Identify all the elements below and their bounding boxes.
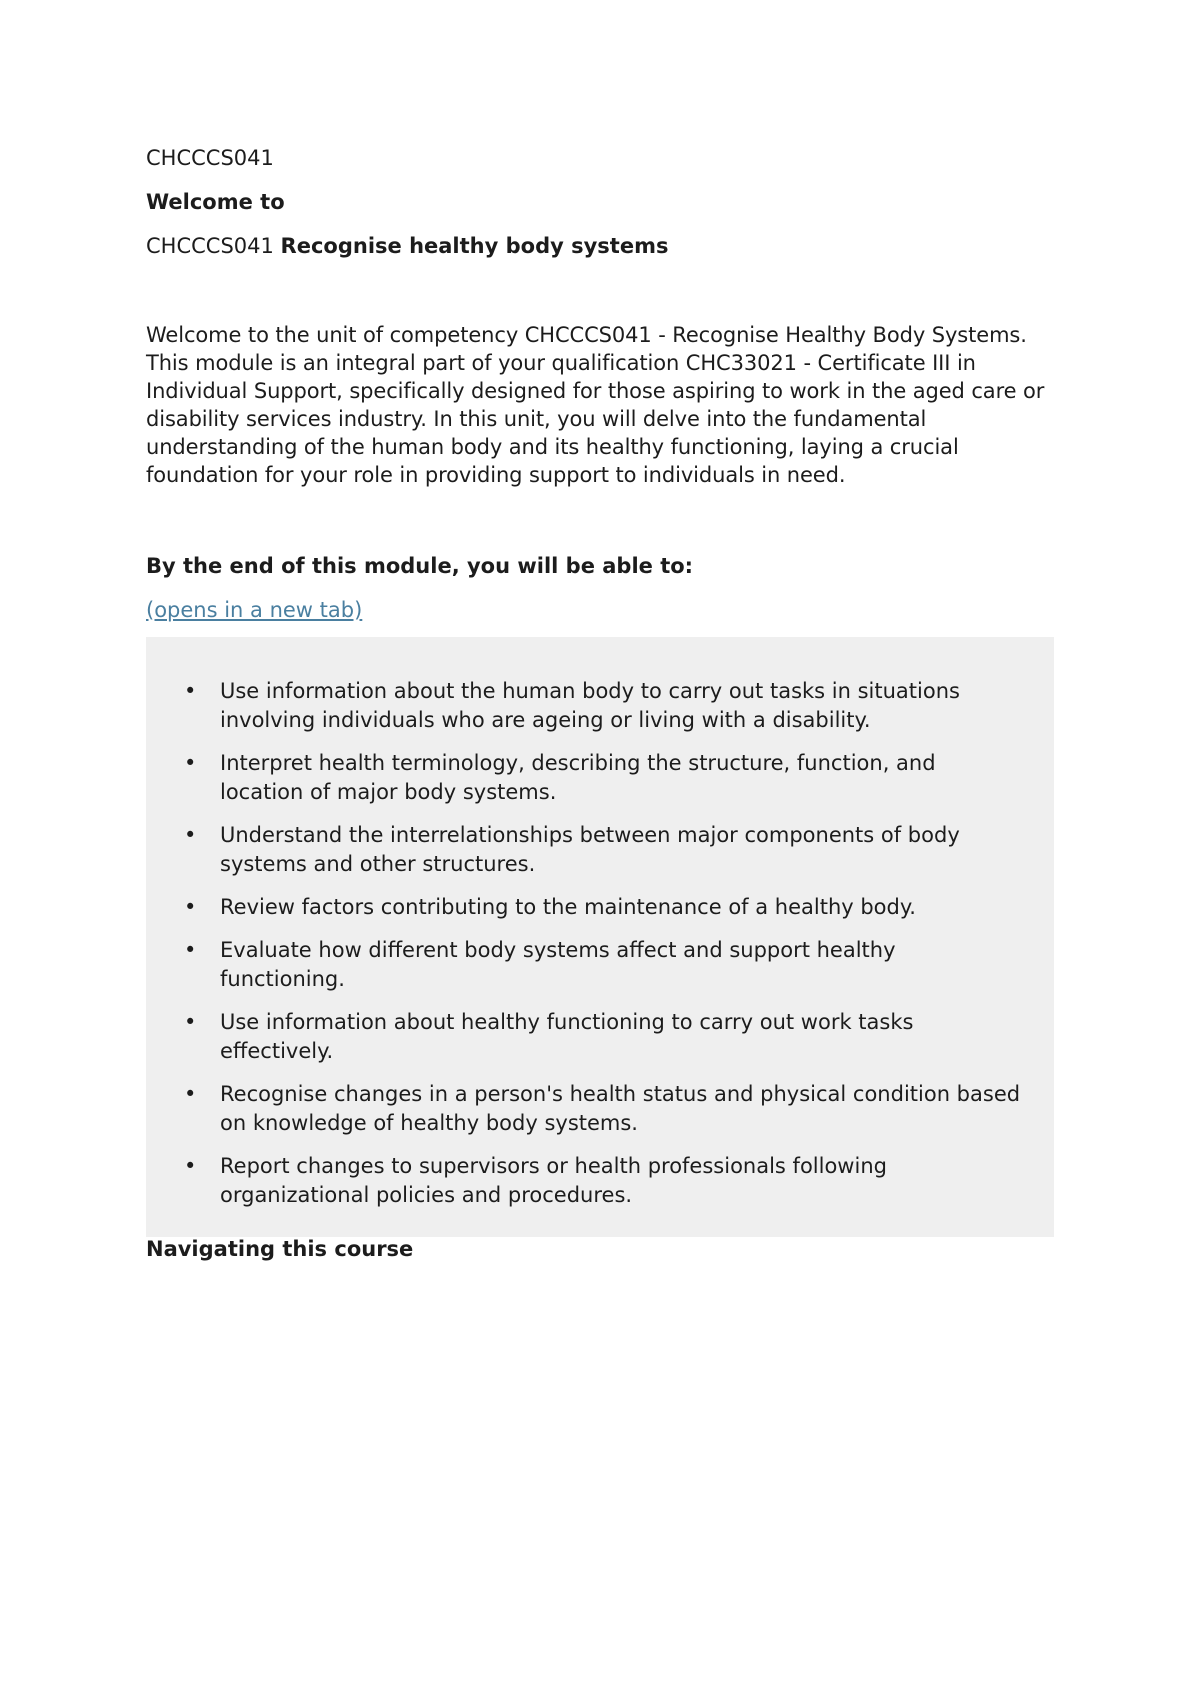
outcome-item xyxy=(146,893,1024,922)
outcomes-heading: By the end of this module, you will be able to: xyxy=(146,554,694,578)
outcomes-list xyxy=(146,677,1024,1210)
unit-title-text: Recognise healthy body systems xyxy=(280,234,669,258)
bullet-icon: • xyxy=(184,1082,197,1106)
welcome-label: Welcome to xyxy=(146,190,285,214)
bullet-icon: • xyxy=(184,751,197,775)
outcome-item xyxy=(146,936,1024,994)
outcome-text: Review factors contributing to the maintenance of a healthy body. xyxy=(220,895,916,919)
outcome-text: Use information about the human body to carry out tasks in situations involving individuals who are ageing or living with a disability. xyxy=(220,679,960,732)
outcome-text: Use information about healthy functioning to carry out work tasks effectively. xyxy=(220,1010,914,1063)
bullet-icon: • xyxy=(184,1154,197,1178)
unit-title xyxy=(146,231,1054,261)
outcome-text: Recognise changes in a person's health status and physical condition based on knowledge of healthy body systems. xyxy=(220,1082,1021,1135)
outcome-text: Understand the interrelationships between major components of body systems and other structures. xyxy=(220,823,960,876)
bullet-icon: • xyxy=(184,1010,197,1034)
outcome-item xyxy=(146,1080,1024,1138)
outcome-text: Interpret health terminology, describing the structure, function, and location of major body systems. xyxy=(220,751,936,804)
navigating-course-heading: Navigating this course xyxy=(146,1237,414,1261)
document-page xyxy=(146,143,1054,1267)
unit-code: CHCCCS041 xyxy=(146,146,274,170)
bullet-icon: • xyxy=(184,895,197,919)
outcome-text: Evaluate how different body systems affect and support healthy functioning. xyxy=(220,938,896,991)
bullet-icon: • xyxy=(184,938,197,962)
outcomes-box xyxy=(146,637,1054,1237)
opens-new-tab-link[interactable]: (opens in a new tab) xyxy=(146,598,363,622)
outcome-text: Report changes to supervisors or health professionals following organizational policies and procedures. xyxy=(220,1154,887,1207)
bullet-icon: • xyxy=(184,823,197,847)
outcome-item xyxy=(146,749,1024,807)
outcome-item xyxy=(146,677,1024,735)
outcome-item xyxy=(146,1152,1024,1210)
outcome-item xyxy=(146,821,1024,879)
unit-title-code: CHCCCS041 xyxy=(146,234,274,258)
outcome-item xyxy=(146,1008,1024,1066)
intro-paragraph: Welcome to the unit of competency CHCCCS041 - Recognise Healthy Body Systems. This module is an integral part of your qualification CHC33021 - Certificate III in Individual Support, specifically designed for those aspiring to work in the aged care or disability services industry. In this unit, you will delve into the fundamental understanding of the human body and its healthy functioning, laying a crucial foundation for your role in providing support to individuals in need. xyxy=(146,323,1045,487)
bullet-icon: • xyxy=(184,679,197,703)
